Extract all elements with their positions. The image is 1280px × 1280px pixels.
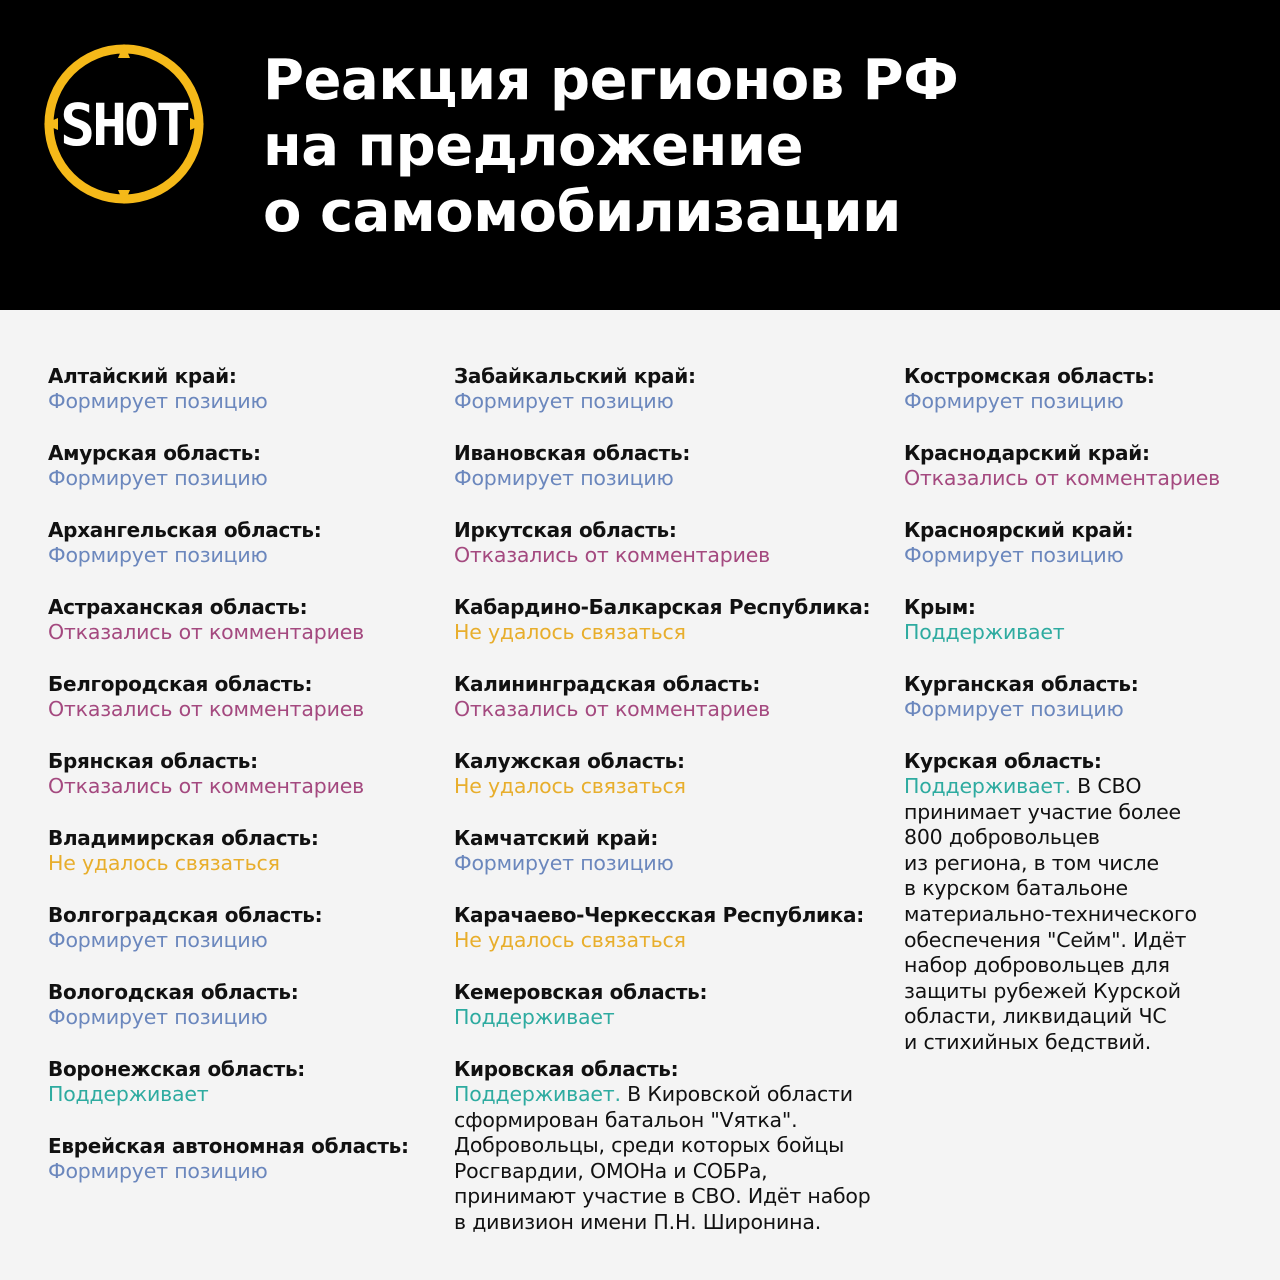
- region-entry: [48, 1057, 443, 1134]
- region-status: [454, 543, 894, 569]
- status-note-line: Росгвардии, ОМОНа и СОБРа,: [454, 1158, 768, 1183]
- region-status: [48, 1005, 443, 1031]
- region-name: Крым:: [904, 595, 976, 619]
- status-label: Отказались от комментариев: [48, 620, 364, 644]
- status-note-line: и стихийных бедствий.: [904, 1029, 1152, 1054]
- region-name: Кабардино-Балкарская Республика:: [454, 595, 871, 619]
- status-label: Не удалось связаться: [454, 928, 686, 952]
- region-status: [454, 774, 894, 800]
- region-name: Кировская область:: [454, 1057, 679, 1081]
- status-label: Отказались от комментариев: [904, 466, 1220, 490]
- region-name: Алтайский край:: [48, 364, 237, 388]
- status-label: Не удалось связаться: [454, 774, 686, 798]
- status-note-line: Добровольцы, среди которых бойцы: [454, 1133, 845, 1158]
- region-name: Забайкальский край:: [454, 364, 696, 388]
- logo-text: SHOT: [60, 91, 188, 159]
- region-entry: [904, 595, 1254, 672]
- status-label: Отказались от комментариев: [454, 697, 770, 721]
- region-name: Брянская область:: [48, 749, 258, 773]
- title-line-1: Реакция регионов РФ: [263, 48, 959, 113]
- status-note-line: области, ликвидаций ЧС: [904, 1004, 1167, 1029]
- status-note-line: в дивизион имени П.Н. Широнина.: [454, 1209, 822, 1234]
- status-note-line: 800 добровольцев: [904, 825, 1100, 850]
- region-entry: [48, 441, 443, 518]
- region-status: [48, 851, 443, 877]
- region-entry: [48, 903, 443, 980]
- region-status: [48, 1159, 443, 1185]
- region-status: [48, 774, 443, 800]
- region-status: [904, 620, 1254, 646]
- region-name: Курганская область:: [904, 672, 1139, 696]
- region-entry: [904, 672, 1254, 749]
- region-name: Кемеровская область:: [454, 980, 708, 1004]
- region-entry: [48, 980, 443, 1057]
- region-status: [454, 620, 894, 646]
- status-note-line: В СВО: [1070, 774, 1142, 798]
- status-note-line: материально-технического: [904, 901, 1197, 926]
- region-name: Ивановская область:: [454, 441, 691, 465]
- status-note-line: принимает участие более: [904, 799, 1181, 824]
- region-entry: [904, 749, 1254, 1056]
- status-label: Формирует позицию: [454, 851, 674, 875]
- status-label: Не удалось связаться: [454, 620, 686, 644]
- region-status: [48, 620, 443, 646]
- region-status: [48, 928, 443, 954]
- shot-logo: [40, 40, 208, 208]
- region-name: Астраханская область:: [48, 595, 308, 619]
- status-label: Формирует позицию: [48, 389, 268, 413]
- region-name: Иркутская область:: [454, 518, 677, 542]
- regions-column-2: [454, 364, 894, 1236]
- region-entry: [904, 364, 1254, 441]
- region-name: Архангельская область:: [48, 518, 322, 542]
- region-name: Волгоградская область:: [48, 903, 323, 927]
- status-label: Формирует позицию: [454, 466, 674, 490]
- region-entry: [48, 518, 443, 595]
- region-name: Краснодарский край:: [904, 441, 1150, 465]
- region-status: [454, 928, 894, 954]
- status-note-line: принимают участие в СВО. Идёт набор: [454, 1184, 871, 1209]
- region-name: Курская область:: [904, 749, 1102, 773]
- status-label: Поддерживает: [904, 620, 1065, 644]
- region-status: [904, 543, 1254, 569]
- title-line-2: на предложение: [263, 114, 804, 179]
- header-banner: [0, 0, 1280, 310]
- status-label: Формирует позицию: [904, 543, 1124, 567]
- status-label: Поддерживает: [48, 1082, 209, 1106]
- region-name: Вологодская область:: [48, 980, 299, 1004]
- region-status: [454, 697, 894, 723]
- region-status: [904, 389, 1254, 415]
- region-name: Красноярский край:: [904, 518, 1134, 542]
- region-status: [48, 1082, 443, 1108]
- status-label: Отказались от комментариев: [48, 774, 364, 798]
- status-label: Поддерживает: [454, 1005, 615, 1029]
- region-entry: [48, 672, 443, 749]
- region-status: [454, 389, 894, 415]
- region-status: [454, 1082, 894, 1236]
- region-entry: [454, 1057, 894, 1236]
- status-label: Поддерживает.: [454, 1082, 621, 1106]
- region-entry: [454, 980, 894, 1057]
- regions-column-3: [904, 364, 1254, 1056]
- region-entry: [454, 364, 894, 441]
- region-entry: [48, 749, 443, 826]
- status-note-line: набор добровольцев для: [904, 953, 1170, 978]
- status-label: Формирует позицию: [48, 1159, 268, 1183]
- status-label: Формирует позицию: [48, 1005, 268, 1029]
- region-entry: [454, 826, 894, 903]
- region-status: [904, 697, 1254, 723]
- status-label: Отказались от комментариев: [48, 697, 364, 721]
- status-note-line: В Кировской области: [620, 1082, 853, 1106]
- region-status: [454, 466, 894, 492]
- region-status: [48, 389, 443, 415]
- title-line-3: о самомобилизации: [263, 180, 901, 245]
- region-name: Еврейская автономная область:: [48, 1134, 409, 1158]
- region-status: [48, 466, 443, 492]
- region-name: Камчатский край:: [454, 826, 659, 850]
- region-status: [454, 851, 894, 877]
- status-label: Формирует позицию: [48, 543, 268, 567]
- region-entry: [454, 595, 894, 672]
- region-entry: [454, 749, 894, 826]
- region-name: Карачаево-Черкесская Республика:: [454, 903, 864, 927]
- region-entry: [454, 441, 894, 518]
- region-entry: [904, 518, 1254, 595]
- status-label: Формирует позицию: [48, 928, 268, 952]
- region-name: Воронежская область:: [48, 1057, 305, 1081]
- status-note-line: в курском батальоне: [904, 876, 1128, 901]
- region-name: Калужская область:: [454, 749, 685, 773]
- status-label: Отказались от комментариев: [454, 543, 770, 567]
- region-name: Калининградская область:: [454, 672, 761, 696]
- status-note-line: из региона, в том числе: [904, 850, 1159, 875]
- region-status: [48, 543, 443, 569]
- region-status: [454, 1005, 894, 1031]
- status-note-line: сформирован батальон "Vятка".: [454, 1107, 798, 1132]
- region-entry: [48, 364, 443, 441]
- region-name: Белгородская область:: [48, 672, 313, 696]
- status-label: Формирует позицию: [904, 389, 1124, 413]
- region-name: Амурская область:: [48, 441, 261, 465]
- region-entry: [48, 826, 443, 903]
- status-label: Формирует позицию: [904, 697, 1124, 721]
- status-label: Формирует позицию: [454, 389, 674, 413]
- status-label: Поддерживает.: [904, 774, 1071, 798]
- region-entry: [454, 903, 894, 980]
- status-note-line: обеспечения "Сейм". Идёт: [904, 927, 1187, 952]
- region-entry: [454, 672, 894, 749]
- region-entry: [48, 1134, 443, 1211]
- regions-column-1: [48, 364, 443, 1211]
- region-name: Костромская область:: [904, 364, 1155, 388]
- region-status: [904, 774, 1254, 1056]
- region-entry: [904, 441, 1254, 518]
- status-label: Формирует позицию: [48, 466, 268, 490]
- region-entry: [454, 518, 894, 595]
- page-title: [263, 48, 1253, 246]
- region-status: [48, 697, 443, 723]
- region-entry: [48, 595, 443, 672]
- status-label: Не удалось связаться: [48, 851, 280, 875]
- region-name: Владимирская область:: [48, 826, 319, 850]
- status-note-line: защиты рубежей Курской: [904, 978, 1181, 1003]
- region-status: [904, 466, 1254, 492]
